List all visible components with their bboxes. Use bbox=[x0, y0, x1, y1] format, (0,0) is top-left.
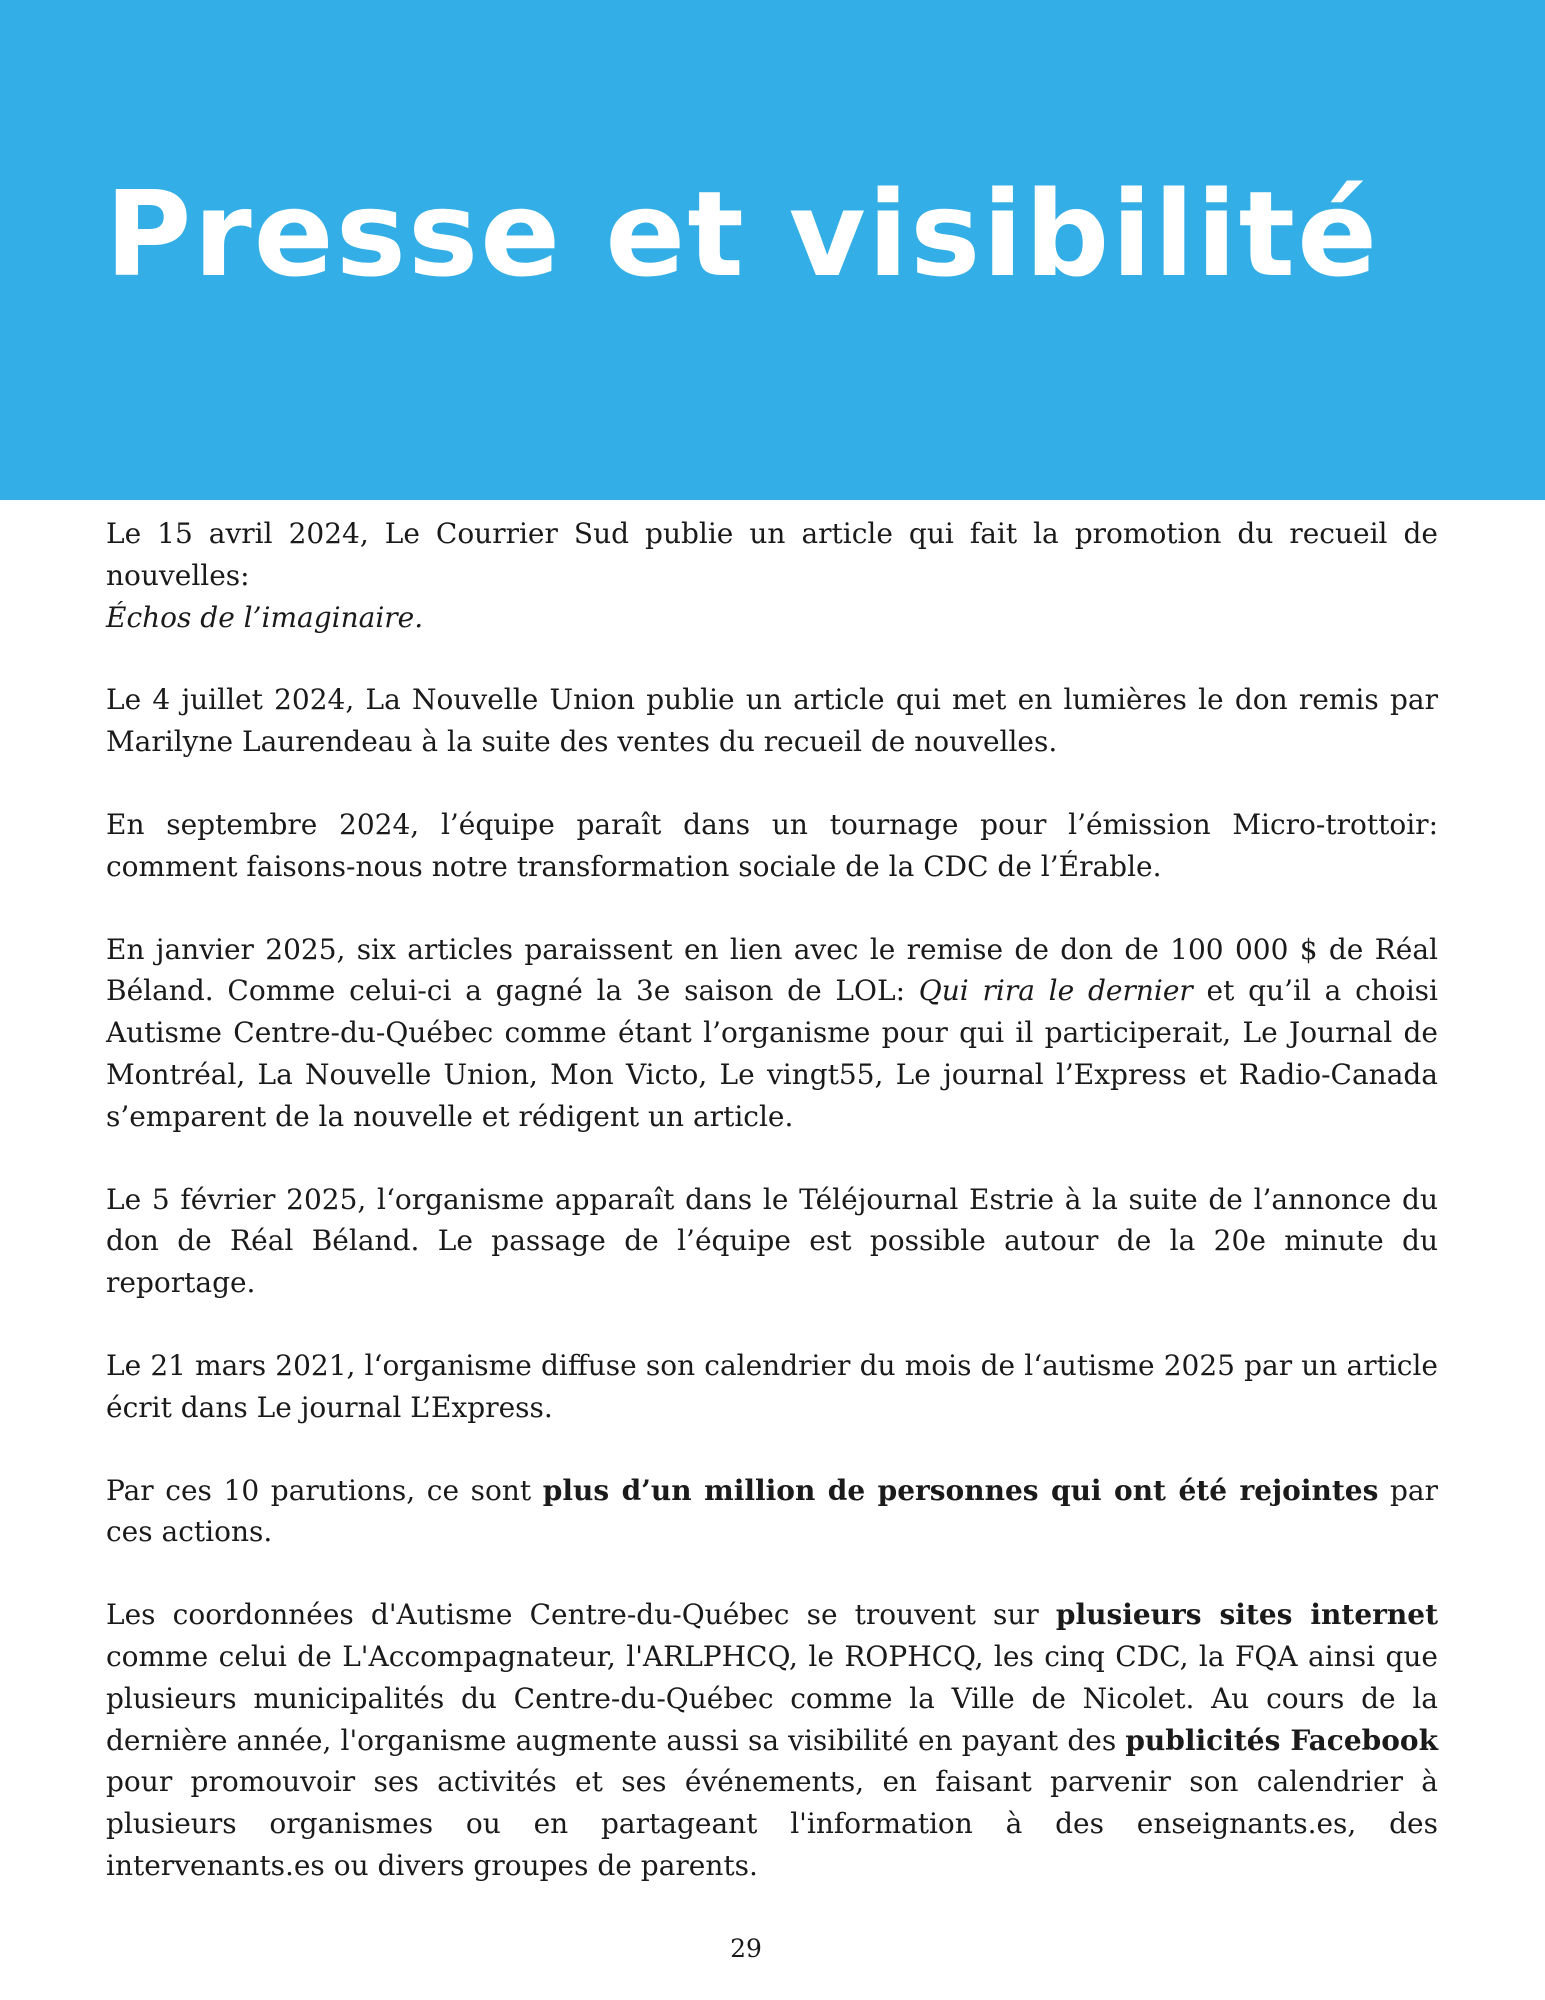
paragraph-text: Les coordonnées d'Autisme Centre-du-Québec se trouvent sur bbox=[106, 1598, 1056, 1632]
paragraph-text: En janvier 2025, six articles paraissent en lien avec le remise de don de 100 000 $ de Réal Béland. Comme celui-ci a gagné la 3e saison de LOL: bbox=[106, 932, 1438, 1008]
highlight-reach: plus d’un million de personnes qui ont été rejointes bbox=[542, 1473, 1379, 1507]
highlight-websites: plusieurs sites internet bbox=[1055, 1598, 1439, 1632]
paragraph-text: par ces actions. bbox=[106, 1473, 1438, 1549]
paragraph-courrier-sud bbox=[106, 513, 1438, 638]
show-title: Qui rira le dernier bbox=[918, 974, 1193, 1008]
paragraph-text: Le 21 mars 2021, l‘organisme diffuse son calendrier du mois de l‘autisme 2025 par un article écrit dans Le journal L’Express. bbox=[106, 1348, 1438, 1424]
paragraph-text: En septembre 2024, l’équipe paraît dans un tournage pour l’émission Micro-trottoir: comment faisons-nous notre transformation sociale de la CDC de l’Érable. bbox=[106, 807, 1438, 883]
paragraph-coordonnees bbox=[106, 1594, 1438, 1887]
paragraph-text: pour promouvoir ses activités et ses événements, en faisant parvenir son calendrier à plusieurs organismes ou en partageant l'information à des enseignants.es, des intervenants.es ou divers groupes de parents. bbox=[106, 1765, 1438, 1882]
paragraph-text: Le 5 février 2025, l‘organisme apparaît dans le Téléjournal Estrie à la suite de l’annonce du don de Réal Béland. Le passage de l’équipe est possible autour de la 20e minute du reportage. bbox=[106, 1182, 1438, 1300]
highlight-facebook: publicités Facebook bbox=[1125, 1723, 1439, 1757]
header-band bbox=[0, 0, 1545, 500]
paragraph-text: Le 4 juillet 2024, La Nouvelle Union publie un article qui met en lumières le don remis par Marilyne Laurendeau à la suite des ventes du recueil de nouvelles. bbox=[106, 683, 1438, 759]
paragraph-text: et qu’il a choisi Autisme Centre-du-Québec comme étant l’organisme pour qui il participerait, Le Journal de Montréal, La Nouvelle Union, Mon Victo, Le vingt55, Le journal l’Express et Radio-Canada s’emparent de la nouvelle et rédigent un article. bbox=[106, 974, 1438, 1133]
paragraph-micro-trottoir bbox=[106, 804, 1438, 888]
page-title: Presse et visibilité bbox=[105, 165, 1380, 303]
paragraph-telejournal bbox=[106, 1179, 1438, 1304]
paragraph-text: Le 15 avril 2024, Le Courrier Sud publie un article qui fait la promotion du recueil de nouvelles: bbox=[106, 517, 1438, 592]
paragraph-parutions bbox=[106, 1470, 1438, 1554]
paragraph-text: comme celui de L'Accompagnateur, l'ARLPHCQ, le ROPHCQ, les cinq CDC, la FQA ainsi que plusieurs municipalités du Centre-du-Québec comme la Ville de Nicolet. Au cours de la dernière année, l'organisme augmente aussi sa visibilité en payant des bbox=[106, 1639, 1438, 1757]
paragraph-real-beland bbox=[106, 929, 1438, 1138]
article-body bbox=[106, 513, 1438, 1887]
page-number: 29 bbox=[730, 1934, 762, 1963]
paragraph-calendrier bbox=[106, 1345, 1438, 1429]
book-title: Échos de l’imaginaire. bbox=[106, 600, 424, 634]
paragraph-text: Par ces 10 parutions, ce sont bbox=[106, 1473, 543, 1507]
paragraph-nouvelle-union bbox=[106, 679, 1438, 763]
